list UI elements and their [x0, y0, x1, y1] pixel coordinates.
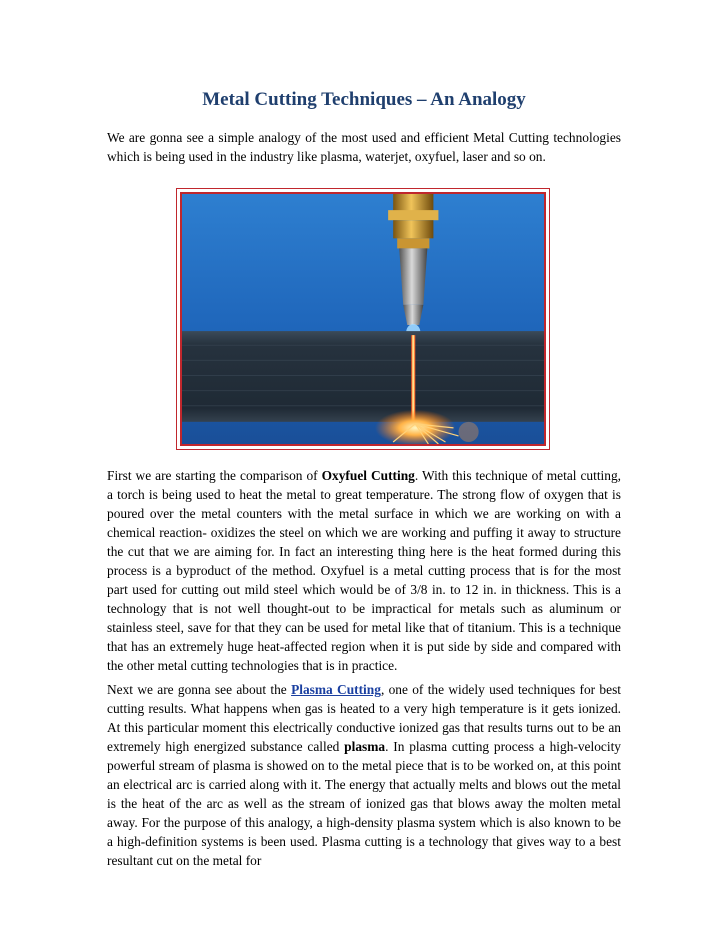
- plasma-paragraph: [107, 680, 621, 870]
- plasma-cutting-link[interactable]: Plasma Cutting: [291, 682, 381, 697]
- plasma-text-middle: , one of the widely used techniques for best cutting results. What happens when gas is heated to a very high temperature is it gets ionized. At this particular moment this electrically conductive ionized gas that results turns out to be an extremely high energized substance called: [107, 682, 622, 754]
- oxyfuel-torch-figure: [176, 188, 550, 450]
- plasma-text-after: . In plasma cutting process a high-velocity powerful stream of plasma is showed on to the metal piece that is to be worked on, at this point an electrical arc is carried along with it. The energy that actually melts and blows out the metal is the heat of the arc as well as the stream of ionized gas that blows away the molten metal away. For the purpose of this analogy, a high-density plasma system which is also known to be a high-definition systems is been used. Plasma cutting is a technology that gives way to a best resultant cut on the metal for: [107, 739, 621, 868]
- page-title: Metal Cutting Techniques – An Analogy: [202, 89, 526, 110]
- figure-frame: [180, 192, 546, 446]
- intro-paragraph: We are gonna see a simple analogy of the most used and efficient Metal Cutting technologies which is being used in the industry like plasma, waterjet, oxyfuel, laser and so on.: [107, 130, 621, 164]
- oxyfuel-cutting-torch-photo: [182, 194, 544, 444]
- oxyfuel-term: Oxyfuel Cutting: [321, 468, 415, 483]
- plasma-text-before: Next we are gonna see about the: [107, 682, 292, 697]
- oxyfuel-text-after: . With this technique of metal cutting, a torch is being used to heat the metal to great temperature. The strong flow of oxygen that is poured over the metal counters with the metal surface in which we are working on with a chemical reaction- oxidizes the steel on which we are working and puffing it away to structure the cut that we are aiming for. In fact an interesting thing here is the heat formed during this process is a byproduct of the method. Oxyfuel is a metal cutting process that is for the most part used for cutting out mild steel which would be of 3/8 in. to 12 in. in thickness. This is a technology that is not well thought-out to be impractical for metals such as aluminum or stainless steel, save for that they can be used for metal like that of titanium. This is a technique that has an extremely huge heat-affected region when it is put side by side and compared with the other metal cutting technologies that is in practice.: [107, 468, 622, 673]
- oxyfuel-paragraph: [107, 466, 621, 675]
- plasma-term: plasma: [344, 739, 386, 754]
- oxyfuel-text-before: First we are starting the comparison of: [107, 468, 322, 483]
